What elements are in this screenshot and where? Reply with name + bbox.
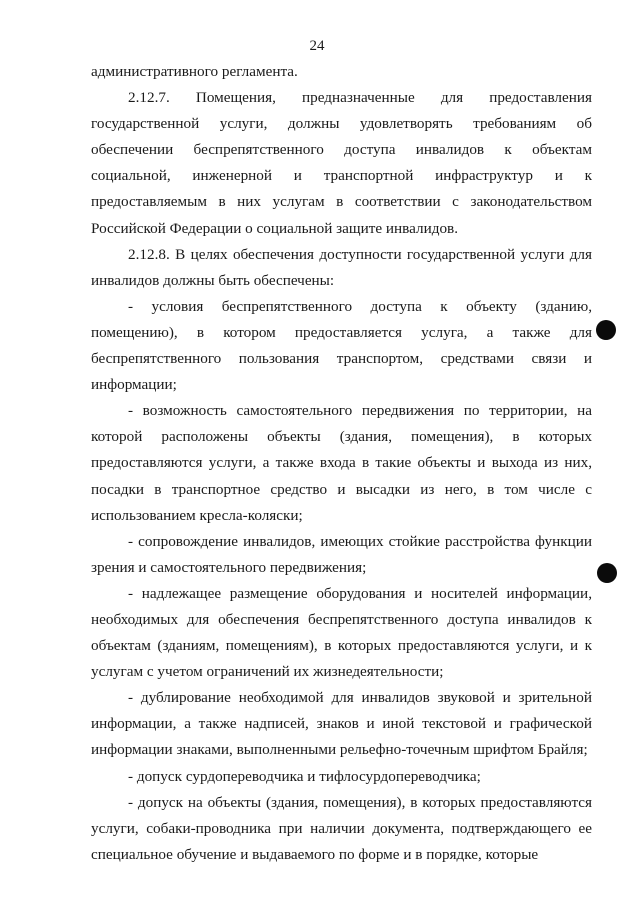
punch-hole-mark <box>596 320 616 340</box>
list-item-sign-interpreter: - допуск сурдопереводчика и тифлосурдопереводчика; <box>128 767 481 785</box>
paragraph-2-12-8: 2.12.8. В целях обеспечения доступности государственной услуги для инвалидов должны быть обеспечены: <box>91 245 592 289</box>
list-item-duplication: - дублирование необходимой для инвалидов звуковой и зрительной информации, а также надписей, знаков и иной текстовой и графической информации знаками, выполненными рельефно-точечным шрифтом Брайля; <box>91 689 592 759</box>
document-body <box>91 59 592 868</box>
list-item-guide-dog: - допуск на объекты (здания, помещения), в которых предоставляются услуги, собаки-проводника при наличии документа, подтверждающего ее специальное обучение и выдаваемого по форме и в порядке, которые <box>91 793 592 863</box>
list-item-independent-movement: - возможность самостоятельного передвижения по территории, на которой расположены объекты (здания, помещения), в которых предоставляются услуги, а также входа в такие объекты и выхода из них, посадки в транспортное средство и высадки из него, в том числе с использованием кресла-коляски; <box>91 402 592 524</box>
list-item-equipment-placement: - надлежащее размещение оборудования и носителей информации, необходимых для обеспечения беспрепятственного доступа инвалидов к объектам (зданиям, помещениям), в которых предоставляются услуги, и к услугам с учетом ограничений их жизнедеятельности; <box>91 584 592 681</box>
paragraph-2-12-7: 2.12.7. Помещения, предназначенные для предоставления государственной услуги, должны удовлетворять требованиям об обеспечении беспрепятственного доступа инвалидов к объектам социальной, инженерной и транспортной инфраструктур и к предоставляемым в них услугам в соответствии с законодательством Российской Федерации о социальной защите инвалидов. <box>91 89 592 237</box>
page-number: 24 <box>309 38 325 54</box>
list-item-access-conditions: - условия беспрепятственного доступа к объекту (зданию, помещению), в котором предоставляется услуга, а также для беспрепятственного пользования транспортом, средствами связи и информации; <box>91 297 592 394</box>
punch-hole-mark <box>597 563 617 583</box>
paragraph-continuation: административного регламента. <box>91 63 298 80</box>
list-item-escort: - сопровождение инвалидов, имеющих стойкие расстройства функции зрения и самостоятельного передвижения; <box>91 532 592 576</box>
